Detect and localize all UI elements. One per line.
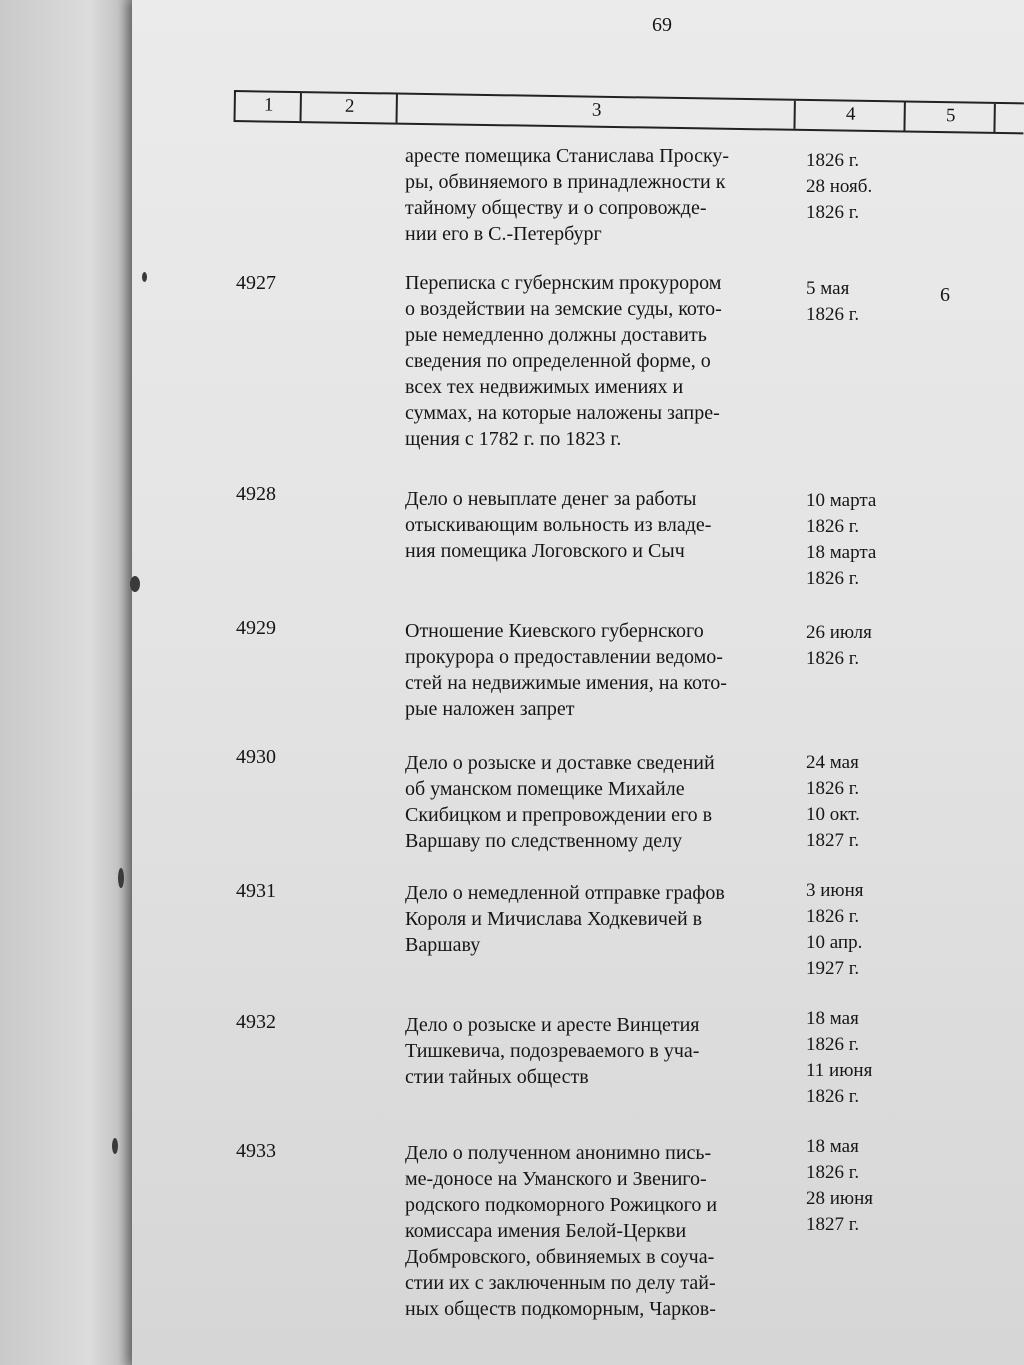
column-header-6 [993, 104, 1024, 132]
entry-description: Переписка с губернским прокурором о воздействии на земские суды, кото- рые немедленно должны доставить сведения по определенной форме, о всех тех недвижимых имениях и суммах, на которые наложены запре- щения с 1782 г. по 1823 г. [405, 272, 722, 450]
column-header-1: 1 [234, 92, 302, 121]
entry-number: 4932 [236, 1011, 276, 1033]
entry-description: Отношение Киевского губернского прокурора о предоставлении ведомо- стей на недвижимые имения, на кото- рые наложен запрет [405, 620, 727, 720]
binding-hole [112, 1138, 118, 1154]
binding-hole [142, 272, 147, 282]
entry-description: Дело о полученном анонимно пись- ме-доносе на Уманского и Звениго- родского подкоморного Рожицкого и комиссара имения Белой-Церкви Добмровского, обвиняемых в соуча- стии их с заключенным по делу тай- ных обществ подкоморным, Чарков- [405, 1142, 718, 1320]
entry-number: 4929 [236, 617, 276, 639]
entry-number: 4933 [236, 1140, 276, 1162]
entry-dates: 24 мая 1826 г. 10 окт. 1827 г. [806, 752, 860, 851]
entry-dates: 18 мая 1826 г. 28 июня 1827 г. [806, 1136, 874, 1235]
entry-number: 4931 [236, 880, 276, 902]
entry-description: Дело о розыске и доставке сведений об уманском помещике Михайле Скибицком и препровождении его в Варшаву по следственному делу [405, 752, 715, 852]
entry-dates: 1826 г. 28 нояб. 1826 г. [806, 150, 873, 223]
column-header-5: 5 [903, 103, 995, 132]
column-header-4: 4 [793, 101, 905, 131]
binding-hole [130, 576, 140, 592]
entry-dates: 18 мая 1826 г. 11 июня 1826 г. [806, 1008, 873, 1107]
column-header-3: 3 [396, 95, 796, 129]
entry-dates: 26 июля 1826 г. [806, 622, 872, 669]
entry-number: 4928 [236, 483, 276, 505]
entry-number: 4927 [236, 272, 276, 294]
binding-hole [118, 868, 124, 888]
entry-description: Дело о невыплате денег за работы отыскивающим вольность из владе- ния помещика Логовского и Сыч [405, 488, 712, 562]
entry-description: Дело о розыске и аресте Винцетия Тишкевича, подозреваемого в уча- стии тайных обществ [405, 1014, 700, 1088]
entry-sheets: 6 [940, 284, 950, 306]
entry-dates: 5 мая 1826 г. [806, 278, 860, 325]
entry-dates: 10 марта 1826 г. 18 марта 1826 г. [806, 490, 877, 589]
entry-dates: 3 июня 1826 г. 10 апр. 1927 г. [806, 880, 864, 979]
entry-description: Дело о немедленной отправке графов Короля и Мичислава Ходкевичей в Варшаву [405, 882, 725, 956]
entry-number: 4930 [236, 746, 276, 768]
entry-description: аресте помещика Станислава Проску- ры, обвиняемого в принадлежности к тайному обществу и о сопровожде- нии его в С.-Петербург [405, 145, 730, 245]
column-header-2: 2 [300, 93, 398, 123]
page-number: 69 [652, 14, 672, 36]
